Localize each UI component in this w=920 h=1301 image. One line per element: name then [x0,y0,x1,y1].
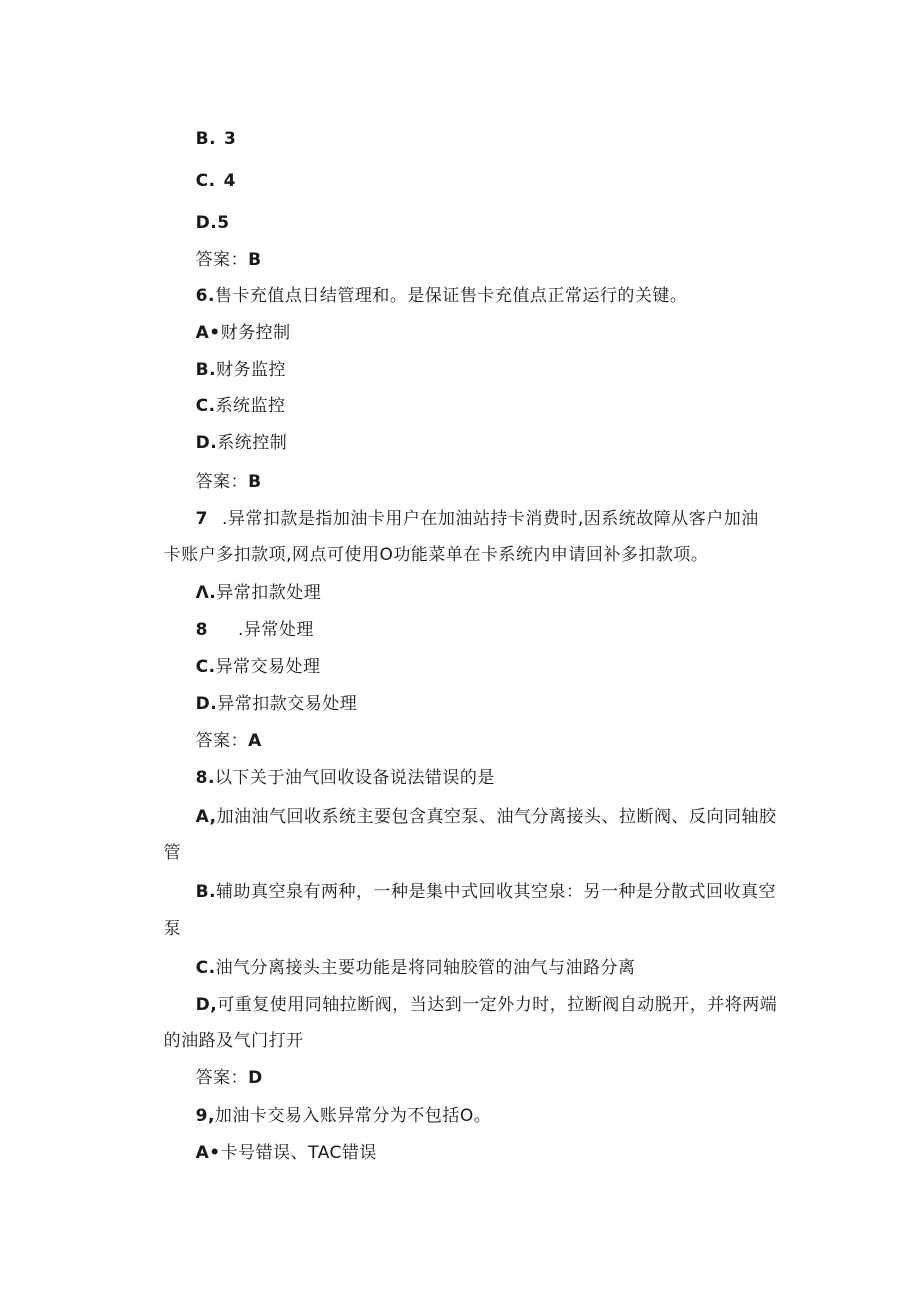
option-marker: A, [195,807,217,827]
option-text: 财务监控 [216,360,287,380]
question-number: 7 [195,509,208,529]
option-marker: D. [195,433,218,453]
option-marker: A• [195,323,221,343]
option-text: 油气分离接头主要功能是将同轴胶管的油气与油路分离 [215,958,636,978]
question-text: 以下关于油气回收设备说法错误的是 [214,768,495,788]
option-text: .异常处理 [237,620,314,640]
option-text: 辅助真空泉有两种，一种是集中式回收其空泉：另一种是分散式回收真空 [216,882,777,902]
option-marker: Λ. [195,583,217,603]
option-text: 财务控制 [220,323,291,343]
option-text: 系统监控 [215,396,286,416]
answer-label: 答案： [195,250,249,270]
option-text: 卡号错误、TAC错误 [220,1143,377,1163]
option-marker: 8 [195,620,208,640]
option-marker: A• [195,1143,221,1163]
option-text: 4 [223,171,236,191]
option-text: 可重复使用同轴拉断阀，当达到一定外力时，拉断阀自动脱开，并将两端 [217,995,778,1015]
answer-value: D [248,1068,263,1088]
question-text: 售卡充值点日结管理和。是保证售卡充值点正常运行的关键。 [214,286,688,306]
option-text: 异常交易处理 [215,657,321,677]
option-text: 加油油气回收系统主要包含真空泵、油气分离接头、拉断阀、反向同轴胶 [216,807,777,827]
answer-label: 答案： [195,731,249,751]
question-number: 6. [195,286,215,306]
question-text: 卡账户多扣款项,网点可使用O功能菜单在卡系统内申请回补多扣款项。 [163,545,709,565]
option-marker: D.5 [195,213,230,233]
answer-label: 答案： [195,472,249,492]
option-text: 泵 [163,919,182,939]
question-text: .异常扣款是指加油卡用户在加油站持卡消费时,因系统故障从客户加油 [221,509,759,529]
option-marker: D. [195,694,218,714]
option-text: 3 [224,129,237,149]
option-marker: D, [195,995,218,1015]
option-marker: B. [195,360,217,380]
option-line [172,784,777,850]
option-line [172,859,776,925]
answer-value: B [248,250,262,270]
option-text: 的油路及气门打开 [163,1031,304,1051]
question-number: 9, [195,1106,215,1126]
option-marker: C. [195,958,216,978]
option-marker: C. [195,396,216,416]
answer-value: B [248,472,262,492]
option-text: 异常扣款交易处理 [217,694,358,714]
option-marker: B. [195,129,217,149]
answer-label: 答案： [195,1068,249,1088]
option-marker: B. [195,882,217,902]
question-text: 加油卡交易入账异常分为不包括O。 [214,1106,492,1126]
answer-value: A [248,731,262,751]
option-text: 系统控制 [217,433,288,453]
option-text: 管 [163,843,182,863]
option-text: 异常扣款处理 [216,583,322,603]
option-marker: C. [195,171,216,191]
option-line [172,1120,377,1186]
question-number: 8. [195,768,215,788]
option-marker: C. [195,657,216,677]
